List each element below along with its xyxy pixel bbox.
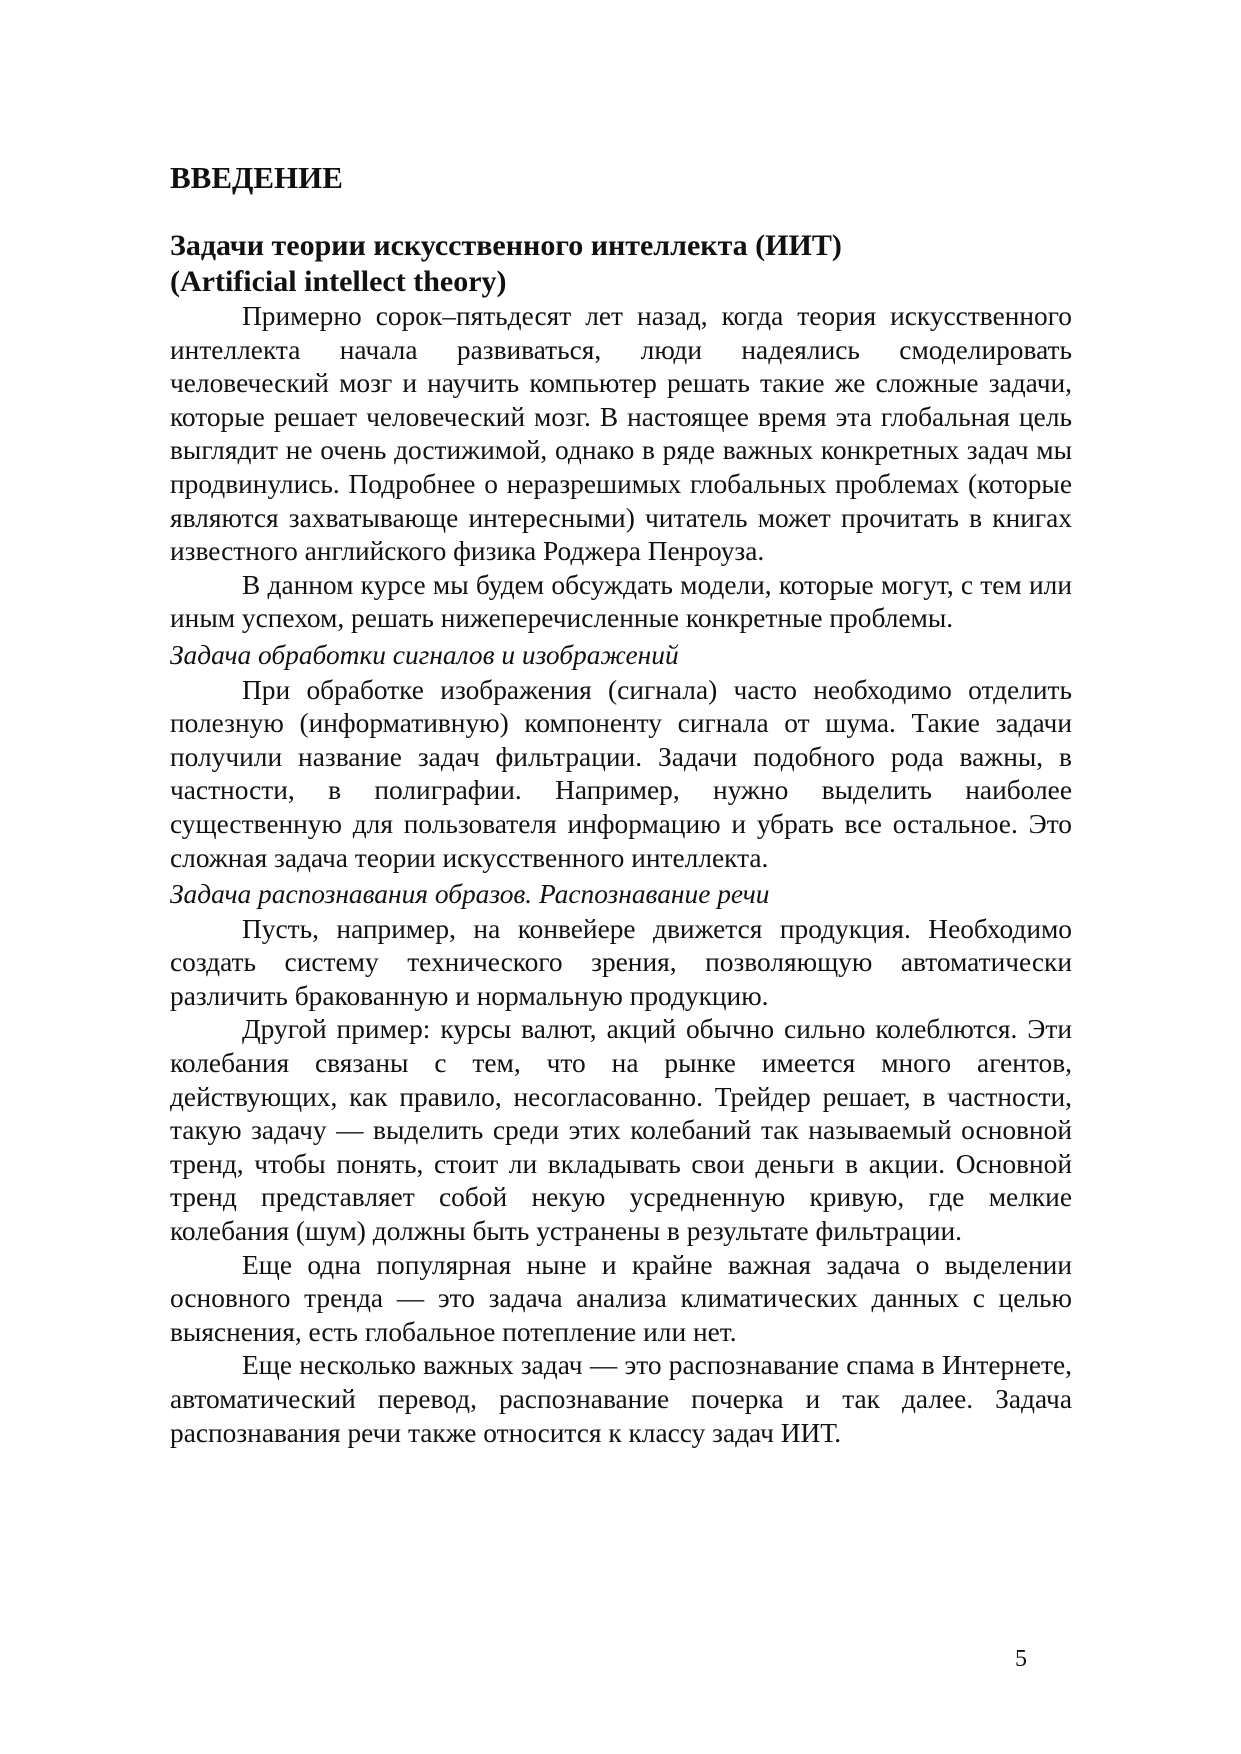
- patterns-paragraph-3: Еще одна популярная ныне и крайне важная задача о выделении основного тренда — это задача анализа климатических данных с целью выяснения, есть глобальное потепление или нет.: [170, 1249, 1072, 1347]
- section-title-en: (Artificial intellect theory): [170, 265, 507, 298]
- patterns-paragraph-1: Пусть, например, на конвейере движется продукция. Необходимо создать систему технического зрения, позволяющую автоматически различить бракованную и нормальную продукцию.: [170, 913, 1072, 1011]
- intro-paragraph-2: В данном курсе мы будем обсуждать модели, которые могут, с тем или иным успехом, решать нижеперечисленные конкретные проблемы.: [170, 569, 1072, 634]
- patterns-paragraph-4: Еще несколько важных задач — это распознавание спама в Интернете, автоматический перевод, распознавание почерка и так далее. Задача распознавания речи также относится к классу задач ИИТ.: [170, 1350, 1072, 1448]
- page-body: [170, 160, 1072, 1450]
- page-number: 5: [1015, 1646, 1027, 1672]
- section-title-ru: Задачи теории искусственного интеллекта (ИИТ): [170, 229, 842, 262]
- chapter-heading: ВВЕДЕНИЕ: [170, 160, 343, 195]
- patterns-paragraph-2: Другой пример: курсы валют, акций обычно сильно колеблются. Эти колебания связаны с тем, что на рынке имеется много агентов, действующих, как правило, несогласованно. Трейдер решает, в частности, такую задачу — выделить среди этих колебаний так называемый основной тренд, чтобы понять, стоит ли вкладывать свои деньги в акции. Основной тренд представляет собой некую усредненную кривую, где мелкие колебания (шум) должны быть устранены в результате фильтрации.: [170, 1014, 1072, 1247]
- subsection-title-signals: Задача обработки сигналов и изображений: [170, 639, 679, 670]
- intro-paragraph-1: Примерно сорок–пятьдесят лет назад, когда теория искусственного интеллекта начала развиваться, люди надеялись смоделировать человеческий мозг и научить компьютер решать такие же сложные задачи, которые решает человеческий мозг. В настоящее время эта глобальная цель выглядит не очень достижимой, однако в ряде важных конкретных задач мы продвинулись. Подробнее о неразрешимых глобальных проблемах (которые являются захватывающе интересными) читатель может прочитать в книгах известного английского физика Роджера Пенроуза.: [170, 301, 1072, 567]
- subsection-title-patterns: Задача распознавания образов. Распознавание речи: [170, 879, 770, 910]
- signals-paragraph: При обработке изображения (сигнала) часто необходимо отделить полезную (информативную) компоненту сигнала от шума. Такие задачи получили название задач фильтрации. Задачи подобного рода важны, в частности, в полиграфии. Например, нужно выделить наиболее существенную для пользователя информацию и убрать все остальное. Это сложная задача теории искусственного интеллекта.: [170, 674, 1072, 873]
